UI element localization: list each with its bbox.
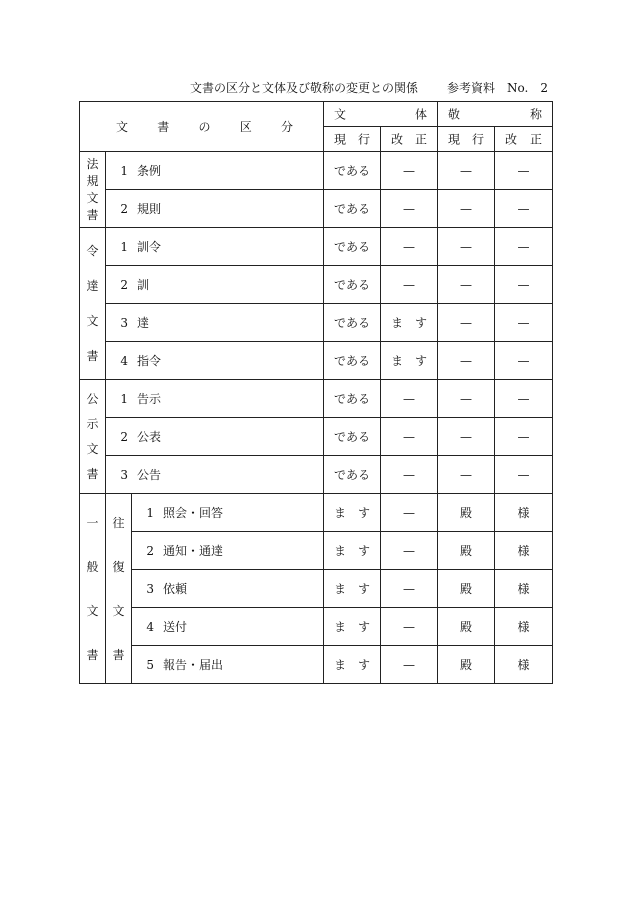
item-name: 公表 xyxy=(137,430,162,444)
subgroup-label xyxy=(106,494,132,684)
item-cell xyxy=(106,190,324,228)
item-name: 送付 xyxy=(163,620,188,634)
header-keisho-revised xyxy=(495,127,553,152)
header-sub-char: 行 xyxy=(357,132,370,147)
value-cell: — xyxy=(495,418,553,456)
value-cell: である xyxy=(324,380,381,418)
table-row xyxy=(80,646,553,684)
table-row xyxy=(80,152,553,190)
item-number: 3 xyxy=(120,316,128,330)
item-cell xyxy=(132,494,324,532)
item-cell xyxy=(106,152,324,190)
table-row xyxy=(80,456,553,494)
value-cell: — xyxy=(381,532,438,570)
value-cell: ま す xyxy=(324,532,381,570)
item-number: 1 xyxy=(146,506,154,520)
value-cell: — xyxy=(381,608,438,646)
value-cell: 殿 xyxy=(438,608,495,646)
value-cell: ま す xyxy=(324,608,381,646)
table-row xyxy=(80,494,553,532)
value-cell: — xyxy=(438,418,495,456)
item-name: 規則 xyxy=(137,202,162,216)
value-cell: — xyxy=(381,646,438,684)
item-cell xyxy=(106,456,324,494)
table-row xyxy=(80,570,553,608)
item-cell xyxy=(106,304,324,342)
value-cell: — xyxy=(381,190,438,228)
value-cell: — xyxy=(438,304,495,342)
item-name: 指令 xyxy=(137,354,162,368)
header-kubun-char: 書 xyxy=(157,120,170,134)
value-cell: — xyxy=(381,570,438,608)
header-keisho-current xyxy=(438,127,495,152)
value-cell: — xyxy=(495,152,553,190)
header-buntai-current xyxy=(324,127,381,152)
table-row xyxy=(80,304,553,342)
value-cell: — xyxy=(495,190,553,228)
value-cell: 殿 xyxy=(438,494,495,532)
item-name: 報告・届出 xyxy=(163,658,224,672)
table-row xyxy=(80,532,553,570)
item-cell xyxy=(132,646,324,684)
header-keisho xyxy=(438,102,553,127)
header-buntai-revised xyxy=(381,127,438,152)
value-cell: ま す xyxy=(381,304,438,342)
group-label xyxy=(80,380,106,494)
value-cell: — xyxy=(381,456,438,494)
item-name: 公告 xyxy=(137,468,162,482)
value-cell: — xyxy=(495,266,553,304)
item-cell xyxy=(132,532,324,570)
value-cell: である xyxy=(324,228,381,266)
table-row xyxy=(80,380,553,418)
value-cell: 様 xyxy=(495,646,553,684)
value-cell: 殿 xyxy=(438,532,495,570)
value-cell: ま す xyxy=(324,570,381,608)
header-row-main xyxy=(80,102,553,127)
table-row xyxy=(80,418,553,456)
table-row xyxy=(80,190,553,228)
item-number: 2 xyxy=(120,278,128,292)
value-cell: である xyxy=(324,304,381,342)
value-cell: — xyxy=(495,342,553,380)
item-cell xyxy=(106,342,324,380)
item-number: 1 xyxy=(120,240,128,254)
item-number: 5 xyxy=(146,658,154,672)
value-cell: — xyxy=(438,380,495,418)
value-cell: — xyxy=(381,380,438,418)
item-name: 照会・回答 xyxy=(163,506,224,520)
value-cell: 殿 xyxy=(438,646,495,684)
item-number: 4 xyxy=(146,620,154,634)
value-cell: — xyxy=(381,418,438,456)
value-cell: である xyxy=(324,190,381,228)
table-row xyxy=(80,608,553,646)
value-cell: 様 xyxy=(495,494,553,532)
item-number: 1 xyxy=(120,164,128,178)
value-cell: である xyxy=(324,266,381,304)
header-keisho-char: 称 xyxy=(529,107,542,122)
classification-table xyxy=(79,101,553,684)
value-cell: — xyxy=(438,342,495,380)
value-cell: 様 xyxy=(495,570,553,608)
item-name: 訓令 xyxy=(137,240,162,254)
header-sub-char: 現 xyxy=(448,132,461,147)
header-buntai-char: 体 xyxy=(414,107,427,122)
header-sub-char: 正 xyxy=(529,132,542,147)
item-cell xyxy=(106,266,324,304)
value-cell: である xyxy=(324,456,381,494)
table-title: 文書の区分と文体及び敬称の変更との関係 xyxy=(190,81,419,95)
header-keisho-char: 敬 xyxy=(448,107,461,122)
header-kubun-char: 分 xyxy=(280,120,293,134)
item-cell xyxy=(132,570,324,608)
header-kubun-char: 文 xyxy=(116,120,129,134)
group-label xyxy=(80,228,106,380)
table-row xyxy=(80,342,553,380)
reference-number: 参考資料 No. 2 xyxy=(447,81,548,95)
item-number: 2 xyxy=(120,202,128,216)
item-name: 通知・通達 xyxy=(163,544,224,558)
header-kubun-char: 区 xyxy=(239,120,252,134)
value-cell: — xyxy=(495,456,553,494)
header-sub-char: 現 xyxy=(334,132,347,147)
header-kubun xyxy=(80,102,324,152)
value-cell: ま す xyxy=(381,342,438,380)
value-cell: — xyxy=(381,266,438,304)
value-cell: — xyxy=(438,266,495,304)
item-number: 3 xyxy=(146,582,154,596)
group-label xyxy=(80,494,106,684)
value-cell: — xyxy=(381,228,438,266)
value-cell: — xyxy=(495,380,553,418)
item-cell xyxy=(132,608,324,646)
item-name: 条例 xyxy=(137,164,162,178)
value-cell: — xyxy=(438,456,495,494)
item-number: 2 xyxy=(120,430,128,444)
item-number: 3 xyxy=(120,468,128,482)
item-cell xyxy=(106,228,324,266)
item-name: 依頼 xyxy=(163,582,188,596)
table-body xyxy=(80,102,553,684)
group-label-text: 一般文書 xyxy=(86,515,99,662)
group-label-text: 法規文書 xyxy=(86,156,99,222)
value-cell: — xyxy=(495,228,553,266)
table-row xyxy=(80,228,553,266)
item-number: 1 xyxy=(120,392,128,406)
item-number: 2 xyxy=(146,544,154,558)
value-cell: 殿 xyxy=(438,570,495,608)
group-label-text: 令達文書 xyxy=(86,243,99,363)
group-label-text: 公示文書 xyxy=(86,391,99,481)
page-caption xyxy=(190,79,552,97)
item-name: 告示 xyxy=(137,392,162,406)
header-kubun-char: の xyxy=(198,120,211,134)
header-sub-char: 改 xyxy=(391,132,404,147)
subgroup-label-text: 往復文書 xyxy=(112,515,125,662)
header-sub-char: 行 xyxy=(471,132,484,147)
header-buntai xyxy=(324,102,438,127)
table-row xyxy=(80,266,553,304)
value-cell: ま す xyxy=(324,646,381,684)
value-cell: 様 xyxy=(495,608,553,646)
item-name: 達 xyxy=(137,316,150,330)
value-cell: — xyxy=(381,152,438,190)
value-cell: — xyxy=(438,228,495,266)
value-cell: である xyxy=(324,152,381,190)
value-cell: ま す xyxy=(324,494,381,532)
value-cell: である xyxy=(324,342,381,380)
header-sub-char: 正 xyxy=(414,132,427,147)
value-cell: 様 xyxy=(495,532,553,570)
group-label xyxy=(80,152,106,228)
value-cell: — xyxy=(438,190,495,228)
value-cell: — xyxy=(438,152,495,190)
value-cell: である xyxy=(324,418,381,456)
header-buntai-char: 文 xyxy=(334,107,347,122)
header-sub-char: 改 xyxy=(505,132,518,147)
item-cell xyxy=(106,380,324,418)
item-number: 4 xyxy=(120,354,128,368)
item-cell xyxy=(106,418,324,456)
value-cell: — xyxy=(381,494,438,532)
value-cell: — xyxy=(495,304,553,342)
item-name: 訓 xyxy=(137,278,150,292)
